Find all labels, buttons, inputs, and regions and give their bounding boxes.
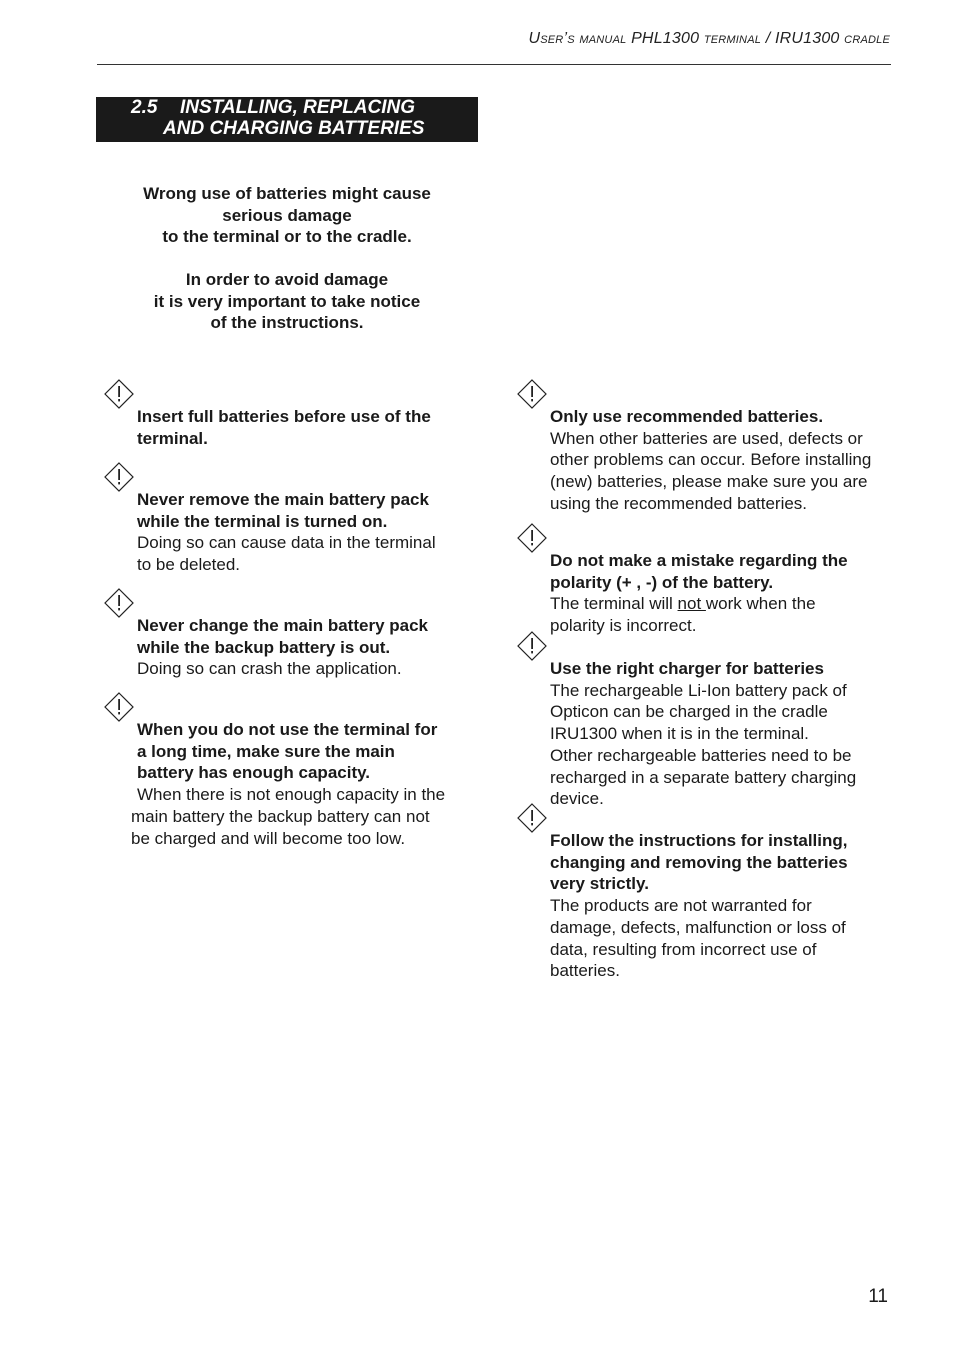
section-number: 2.5	[131, 97, 158, 118]
warning-diamond-icon	[516, 802, 548, 834]
warning-diamond-icon	[103, 461, 135, 493]
warning-diamond-icon	[103, 587, 135, 619]
warning-title: Follow the instructions for installing,	[550, 831, 848, 850]
warning-item	[137, 406, 477, 449]
warning-title: terminal.	[137, 428, 208, 448]
warning-body: When there is not enough capacity in the	[137, 785, 446, 805]
warning-title: changing and removing the batteries	[550, 852, 848, 872]
warning-item	[550, 830, 895, 982]
warning-title: polarity (+ , -) of the battery.	[550, 572, 774, 592]
warning-body: be charged and will become too low.	[131, 828, 406, 848]
warning-item	[131, 719, 477, 849]
warning-title: Insert full batteries before use of the	[137, 407, 431, 426]
warning-body: Doing so can cause data in the terminal	[137, 533, 436, 553]
warning-body: The rechargeable Li-Ion battery pack of	[550, 680, 847, 700]
warning-title: battery has enough capacity.	[137, 763, 371, 783]
intro-line: it is very important to take notice	[153, 291, 421, 311]
intro-line: In order to avoid damage	[185, 270, 389, 289]
warning-title: while the terminal is turned on.	[137, 511, 388, 531]
warning-body-text: The terminal will	[550, 594, 678, 614]
warning-title: Never remove the main battery pack	[137, 490, 429, 509]
warning-body: main battery the backup battery can not	[131, 806, 430, 826]
warning-body: IRU1300 when it is in the terminal.	[550, 724, 809, 744]
warning-body-text: work when the	[705, 594, 816, 614]
warning-body: (new) batteries, please make sure you are	[550, 472, 868, 492]
warning-title: Do not make a mistake regarding the	[550, 551, 848, 570]
warning-item	[550, 406, 895, 515]
warning-body: When other batteries are used, defects or	[550, 428, 863, 448]
warning-title: Never change the main battery pack	[137, 616, 429, 635]
warning-item	[137, 615, 477, 680]
page-number: 11	[868, 1286, 888, 1307]
warning-diamond-icon	[103, 378, 135, 410]
intro-line: serious damage	[222, 205, 352, 225]
warning-body: Doing so can crash the application.	[137, 659, 402, 679]
warning-diamond-icon	[516, 522, 548, 554]
warning-item	[550, 550, 895, 637]
warning-body: data, resulting from incorrect use of	[550, 939, 817, 959]
warning-diamond-icon	[516, 378, 548, 410]
section-title-line2: AND CHARGING BATTERIES	[163, 118, 425, 139]
warning-title: Use the right charger for batteries	[550, 659, 824, 678]
section-heading	[96, 97, 478, 142]
warning-body: other problems can occur. Before installing	[550, 450, 872, 470]
warning-body: to be deleted.	[137, 555, 241, 575]
warning-body: The products are not warranted for	[550, 896, 812, 916]
warning-body: batteries.	[550, 961, 620, 981]
intro-line: of the instructions.	[210, 313, 364, 332]
warning-body: using the recommended batteries.	[550, 493, 808, 513]
warning-body: Other rechargeable batteries need to be	[550, 745, 852, 765]
warning-body: device.	[550, 789, 604, 809]
warning-diamond-icon	[103, 691, 135, 723]
intro-line: to the terminal or to the cradle.	[162, 227, 412, 246]
warning-title: Only use recommended batteries.	[550, 407, 824, 426]
running-header: User’s manual PHL1300 terminal / IRU1300 cradle	[528, 30, 890, 47]
warning-body: damage, defects, malfunction or loss of	[550, 917, 846, 937]
section-title-line1: INSTALLING, REPLACING	[180, 97, 416, 118]
warning-title: When you do not use the terminal for	[137, 720, 438, 739]
warning-title: a long time, make sure the main	[137, 741, 395, 761]
warning-title: very strictly.	[550, 874, 649, 894]
warning-item	[137, 489, 477, 576]
warning-diamond-icon	[516, 630, 548, 662]
warning-body: recharged in a separate battery charging	[550, 767, 857, 787]
warning-body: polarity is incorrect.	[550, 616, 697, 636]
warning-body-emphasis: not	[677, 594, 706, 614]
warning-body: Opticon can be charged in the cradle	[550, 702, 828, 722]
intro-line: Wrong use of batteries might cause	[143, 184, 431, 203]
intro-notice	[96, 183, 478, 334]
warning-item	[550, 658, 895, 810]
warning-title: while the backup battery is out.	[137, 637, 391, 657]
warning-body	[550, 593, 895, 615]
header-rule	[97, 64, 891, 65]
